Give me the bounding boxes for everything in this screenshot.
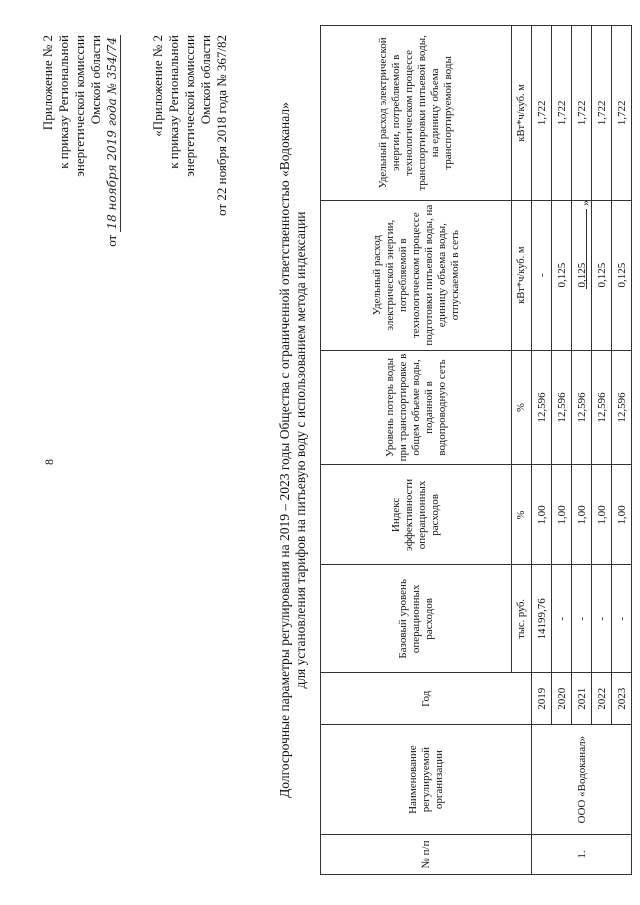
- cell-loss: 12,596: [592, 350, 612, 465]
- cell-index: 1,00: [592, 465, 612, 565]
- appendix-line: энергетической комиссии: [182, 35, 197, 177]
- appendix-date-line: [104, 35, 121, 265]
- cell-energy-preparation: 0,125: [572, 200, 592, 350]
- cell-base: -: [552, 565, 572, 673]
- cell-energy-transport: 1,722: [572, 26, 592, 201]
- title-line: Долгосрочные параметры регулирования на 2019 – 2023 годы Общества с ограниченной ответственностью «Водоканал»: [277, 102, 292, 798]
- cell-loss: 12,596: [532, 350, 552, 465]
- appendix-line: Приложение № 2: [40, 35, 55, 131]
- row-number: 1.: [532, 835, 632, 875]
- cell-energy-preparation: 0,125: [612, 200, 632, 350]
- cell-energy-transport: 1,722: [532, 26, 552, 201]
- col-header-organization: Наименование регулируемой организации: [321, 725, 532, 835]
- cell-base: -: [612, 565, 632, 673]
- appendix-line: к приказу Региональной: [166, 35, 181, 169]
- cell-energy-preparation: 0,125: [592, 200, 612, 350]
- appendix-line: Омской области: [88, 35, 103, 125]
- cell-energy-transport: 1,722: [612, 26, 632, 201]
- cell-year: 2022: [592, 673, 612, 725]
- date-prefix: от: [104, 234, 119, 247]
- parameters-table: [320, 25, 632, 875]
- col-header-energy-preparation: Удельный расход электрической энергии, потребляемой в технологическом процессе подготовки питьевой воды, на единицу объема воды, отпускаемой в сеть: [321, 200, 512, 350]
- page-number: 8: [42, 459, 56, 465]
- col-header-water-loss: Уровень потерь воды при транспортировке в общем объеме воды, поданной в водопроводную сеть: [321, 350, 512, 465]
- closing-quote: [578, 200, 593, 295]
- col-header-energy-transport: Удельный расход электрической энергии, потребляемой в технологическом процессе транспортировки питьевой воды, на единицу объема транспортируемой воды: [321, 26, 512, 201]
- appendix-line: Омской области: [198, 35, 213, 125]
- col-header-year: Год: [321, 673, 532, 725]
- cell-energy-preparation: 0,125: [552, 200, 572, 350]
- unit-energy-transport: кВт*ч/куб. м: [512, 26, 532, 201]
- title-line: для установления тарифов на питьевую воду с использованием метода индексации: [293, 211, 308, 689]
- cell-index: 1,00: [572, 465, 592, 565]
- appendix-line: энергетической комиссии: [72, 35, 87, 177]
- cell-year: 2023: [612, 673, 632, 725]
- col-header-base-costs: Базовый уровень операционных расходов: [321, 565, 512, 673]
- cell-base: -: [592, 565, 612, 673]
- col-header-efficiency-index: Индекс эффективности операционных расходов: [321, 465, 512, 565]
- previous-appendix-header: [150, 35, 230, 265]
- appendix-line: «Приложение № 2: [150, 35, 165, 137]
- cell-index: 1,00: [612, 465, 632, 565]
- document-title: [277, 35, 309, 865]
- cell-base: -: [572, 565, 592, 673]
- cell-loss: 12,596: [572, 350, 592, 465]
- unit-index: %: [512, 465, 532, 565]
- cell-base: 14199,76: [532, 565, 552, 673]
- cell-energy-transport: 1,722: [552, 26, 572, 201]
- cell-year: 2021: [572, 673, 592, 725]
- cell-year: 2019: [532, 673, 552, 725]
- cell-index: 1,00: [552, 465, 572, 565]
- cell-energy-preparation: -: [532, 200, 552, 350]
- organization-name: ООО «Водоканал»: [532, 725, 632, 835]
- unit-energy-preparation: кВт*ч/куб. м: [512, 200, 532, 350]
- col-header-number: № п/п: [321, 835, 532, 875]
- closing-mark: »: [578, 200, 592, 206]
- cell-index: 1,00: [532, 465, 552, 565]
- table-row: [532, 26, 552, 875]
- header-row: [321, 26, 512, 875]
- unit-base: тыс. руб.: [512, 565, 532, 673]
- cell-energy-transport: 1,722: [592, 26, 612, 201]
- appendix-header: [40, 35, 121, 265]
- appendix-line: к приказу Региональной: [56, 35, 71, 169]
- cell-loss: 12,596: [612, 350, 632, 465]
- unit-loss: %: [512, 350, 532, 465]
- appendix-line: от 22 ноября 2018 года № 367/82: [214, 35, 229, 216]
- signature-line: [586, 209, 587, 289]
- cell-year: 2020: [552, 673, 572, 725]
- cell-loss: 12,596: [552, 350, 572, 465]
- handwritten-date: 18 ноября 2019 года № 354/74: [105, 37, 119, 230]
